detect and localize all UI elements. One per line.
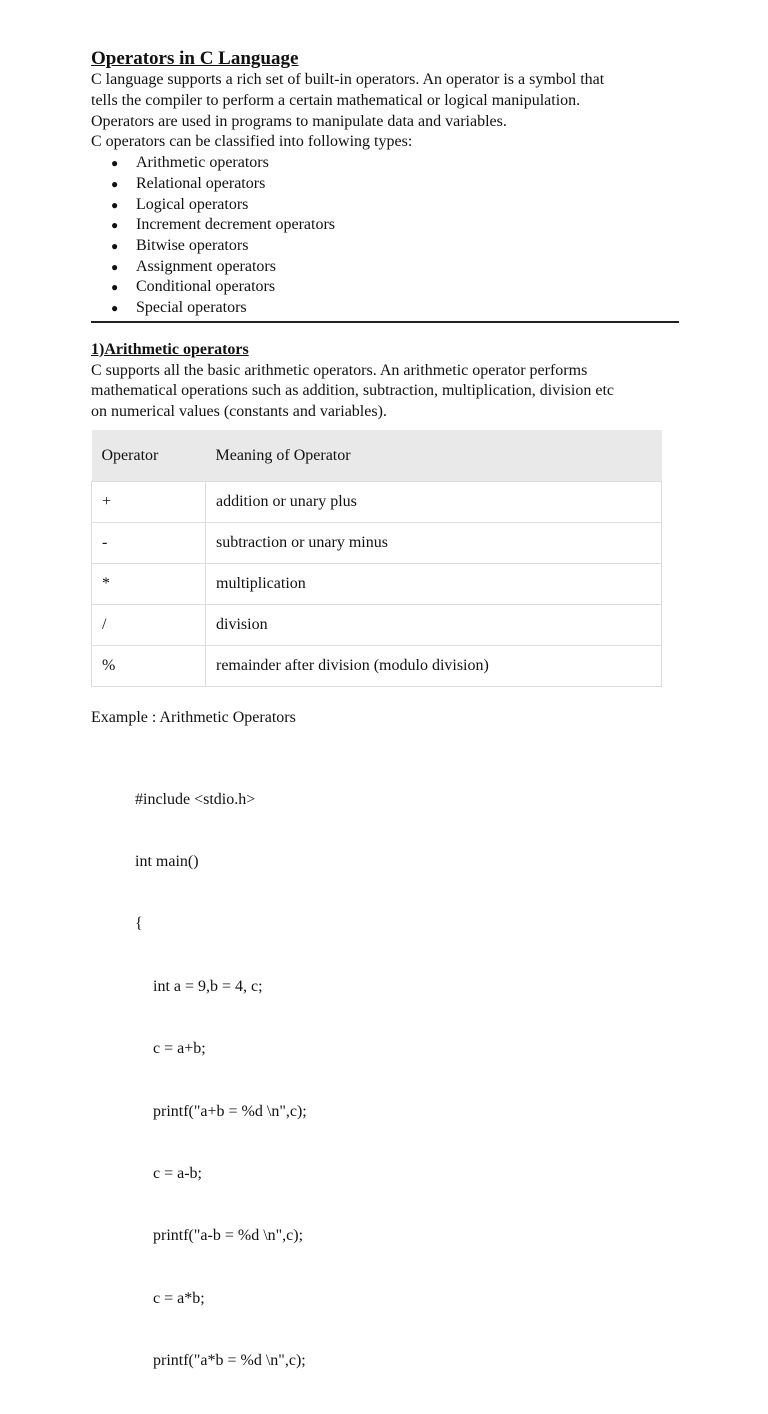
- code-line: int main(): [135, 852, 199, 870]
- arith-desc-line-1: C supports all the basic arithmetic operators. An arithmetic operator performs: [91, 361, 588, 379]
- meaning-cell: multiplication: [206, 564, 662, 605]
- meaning-cell: remainder after division (modulo division): [206, 646, 662, 687]
- table-row: [92, 646, 662, 687]
- table-row: [92, 564, 662, 605]
- list-item: ● Bitwise operators: [91, 236, 681, 257]
- operators-table: [91, 430, 662, 687]
- arith-desc-line-3: on numerical values (constants and variables).: [91, 403, 387, 421]
- bullet-icon: ●: [111, 239, 119, 253]
- meaning-cell: addition or unary plus: [206, 482, 662, 523]
- intro-line-4: C operators can be classified into following types:: [91, 133, 413, 151]
- table-row: [92, 482, 662, 523]
- code-line: #include <stdio.h>: [135, 790, 256, 808]
- code-line: c = a-b;: [153, 1164, 202, 1182]
- operator-cell: /: [92, 605, 206, 646]
- code-line: c = a+b;: [153, 1040, 206, 1058]
- bullet-icon: ●: [111, 218, 119, 233]
- list-item: ● Relational operators: [91, 174, 681, 195]
- code-line: int a = 9,b = 4, c;: [153, 977, 263, 995]
- example-label: Example : Arithmetic Operators: [91, 709, 296, 726]
- table-row: [92, 605, 662, 646]
- arith-desc-line-2: mathematical operations such as addition, subtraction, multiplication, division etc: [91, 382, 614, 400]
- bullet-icon: ●: [111, 156, 119, 171]
- code-example: [135, 748, 681, 1414]
- intro-line-1: C language supports a rich set of built-in operators. An operator is a symbol that: [91, 71, 605, 88]
- code-line: printf("a*b = %d \n",c);: [153, 1352, 306, 1370]
- table-header-row: [92, 430, 662, 482]
- code-line: printf("a-b = %d \n",c);: [153, 1227, 304, 1245]
- list-item: ● Assignment operators: [91, 257, 681, 278]
- list-item: ● Special operators: [91, 298, 681, 319]
- bullet-icon: ●: [111, 259, 119, 274]
- bullet-icon: ●: [111, 197, 119, 212]
- document-page: [91, 48, 681, 1414]
- intro-line-2: tells the compiler to perform a certain mathematical or logical manipulation.: [91, 91, 581, 109]
- list-item: ● Arithmetic operators: [91, 153, 681, 174]
- bullet-icon: ●: [111, 280, 119, 295]
- operator-cell: -: [92, 523, 206, 564]
- horizontal-rule: [91, 321, 679, 323]
- intro-line-3: Operators are used in programs to manipulate data and variables.: [91, 112, 507, 130]
- operator-cell: %: [92, 646, 206, 687]
- operator-cell: +: [92, 482, 206, 523]
- meaning-cell: subtraction or unary minus: [206, 523, 662, 564]
- list-item: ● Conditional operators: [91, 277, 681, 298]
- code-line: c = a*b;: [153, 1289, 205, 1307]
- operator-types-list: [91, 153, 681, 319]
- bullet-icon: ●: [111, 176, 119, 191]
- meaning-cell: division: [206, 605, 662, 646]
- bullet-icon: ●: [111, 301, 119, 316]
- table-row: [92, 523, 662, 564]
- section-heading-arithmetic: 1)Arithmetic operators: [91, 340, 249, 358]
- list-item: ● Logical operators: [91, 195, 681, 216]
- operator-cell: *: [92, 564, 206, 605]
- page-title: Operators in C Language: [91, 48, 299, 69]
- header-meaning: Meaning of Operator: [206, 430, 662, 482]
- list-item: ● Increment decrement operators: [91, 215, 681, 236]
- code-line: {: [135, 915, 143, 933]
- header-operator: Operator: [92, 430, 206, 482]
- code-line: printf("a+b = %d \n",c);: [153, 1102, 307, 1120]
